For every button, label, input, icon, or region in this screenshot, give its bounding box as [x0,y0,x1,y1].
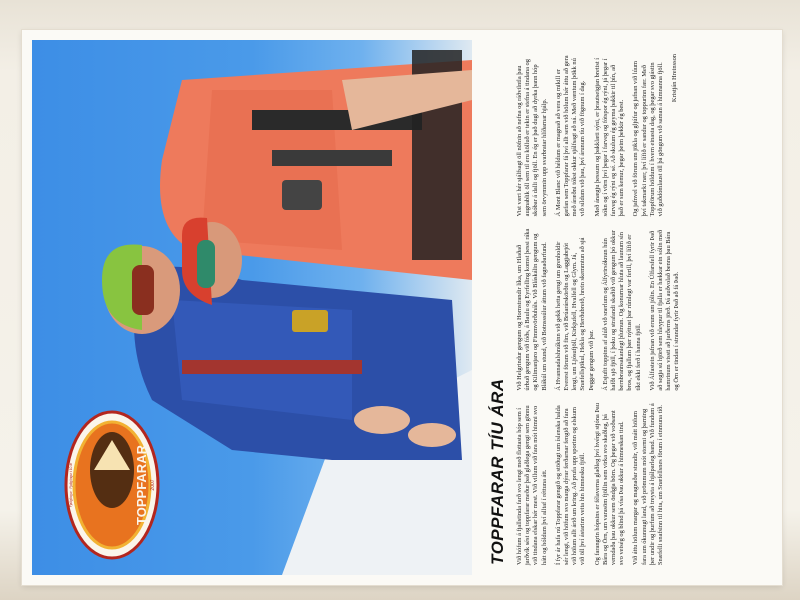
harness-strap-2 [272,150,392,166]
stanza: Vist væri hér sjálfsagt öll nöfnin að nefna og ráðvilntla þau augnablik öll sem til eru kölluð er tekin er stefna á tindana og skóbar á dalli og fjöll. En ég er það dugi að dyrka þann hóp sem örvymmin upp svarbratar hlíðarnar hjálp. [516,59,548,217]
toppfarar-logo [64,410,160,560]
poem-text-area [482,40,774,575]
stanza: Við áttu hölum margar og magnaðar stundir, við mátt hölum fara um ókunnugt land, við prömmum mót stormi og þarning þer undir og þurfum að treysta á hjálparleg band. Við fundum á Snæfelli snafsinn til hita, um Snæfellsnes förum í einmuna tíð. [632,403,665,565]
stanza: Við Álfastein jafnan við erum um jólin. En Úlfarsfell fyrir Það að segja sú hjörð sem hleypur til fjalla er hækkar ein sólin með hamrinum vissti að jarðerns jörð. Þá auðvolað benna þau Bára og Örn er tindan í strandar fyrir Það að fá Það. [648,229,681,391]
gps-device-2 [292,310,328,332]
poem-rotated [482,40,774,575]
stanza: Og jafnvel við förum um jökla og gljúfur og jafnan við lúum því takmarki nær, því lífið er sandur og toppurinn fær. Með Toppförum höldum í hvern einasta dag, og þegar svo gjástin við guðdómlaust öll þá göngum við saman á himnanna fjöll. [632,61,665,217]
poem-column-2 [516,228,688,390]
gps-device [282,180,322,210]
red-strap [182,360,362,374]
stanza: Við hófum á fjallstinda farð svo lengi með flottasta hóp sem í jarðvík sést og toppfarar meður það glaðlega gengi sem gönnu við tindana elskar hér mest. Við villum við fara mót himni svo hátt og hóldum því alltaf í réttuna átt. [516,405,548,565]
poem-column-3 [516,54,688,216]
stanza: Við Helgrindur gengum og Hornstrandir líka, um Hlaðað úrbuð gengum við fóðs, á Baulu og Eyrfelling komst þessi ráka og Kilimanjaro og Fimmvörðuháls. Við Bláskálin gengum og Blákúl um stund, við Botnsssúlur áttum við fagnaðarfund. [516,228,548,391]
signature: Kristján Hreinsson [671,54,679,103]
toppfarar-logo-graphic [64,410,160,560]
stanza: Með ánægju þessum og þakklæti sýni, er þrautseigjan bretist í sókn og í vörn því þegar í farveg og fótspor ég rýni, já þegar í farveg ég rýni eg sé. Að skulum ég geyma þakkir til þín, að það er sum kemur, þegar þeim þekkir ég best. [593,58,626,217]
sunglasses-2 [197,240,215,288]
stanza: Og farangrin hópsins er félaverna glaðleg því hvérgi stjóna Þau Bára og Örn, um varasöm fjöllin sem virka svo skaðleg, þá verndaða þau okkur sem öndgja börn. Og þegar við voðsamt svo veiség og blind þá vísa Þau okkur á himneskan tind. [593,403,626,565]
hand [354,406,410,434]
stanza: Á Esjufit toppinn af alúð við snerlum og Álfyrirsóknun hún hafði sjö fjöll, í þoku og strafandi skaðið við gengum þó okkur bernbrannsakanlegt þlutnun. Og konurnar hluta að launum sín bros, og fjallum þær nýttust þar rúmlegt var ferill, því lífið er tíkt ekki ferð í hanna fjöll. [601,230,642,391]
poem-column-1 [516,403,688,565]
sunglasses [132,265,154,315]
climbers-photo [32,40,472,575]
logo-name: TOPPFARAR [134,445,149,525]
poem-title: TOPPFARAR TÍU ÁRA [488,378,507,565]
poster [22,30,782,585]
hand-2 [408,423,456,447]
stanza: Í fyr ár hafa nú Toppfarar gengið og stöðugt um íslenska halda sér lengi, við höfum svo marga dýrar ferðarnar fengið að fara við hölum allt árið um kring. Að prufa upp sporinn og elskum við öll því ástarinn veita hin himnesku fjöll. [554,405,587,565]
logo-tagline: Fjallgöngur · Fjallgöngur í 10 ár [69,462,73,508]
logo-year: 2007 [150,479,156,491]
poem-columns [516,54,688,565]
stanza: Á Mont Blanc við héldum er magnað að vera og mikill er gæfan sem Toppfarar fá því allt sem við hölum hér áttu að gera með áræðni tókst okkur sjálfsagt að ná. Með væntum þökk nú við síldum við þau, því árunum tíu við fögnum í dag. [554,55,587,217]
stanza: Á Hvannadalshnúkinn við gekk hetta gengi um grenholdir Everest förum við fim, við Brúarárskörðin og Laggjabrjót lengi, um Ljósufjöll, Kirkjufell, Hvalfell og Glym. Já, Snæfellsjökul, Hekla og Herðubreið, hrein skemmtun að sjá Þeggar gengum við þar. [554,237,595,391]
